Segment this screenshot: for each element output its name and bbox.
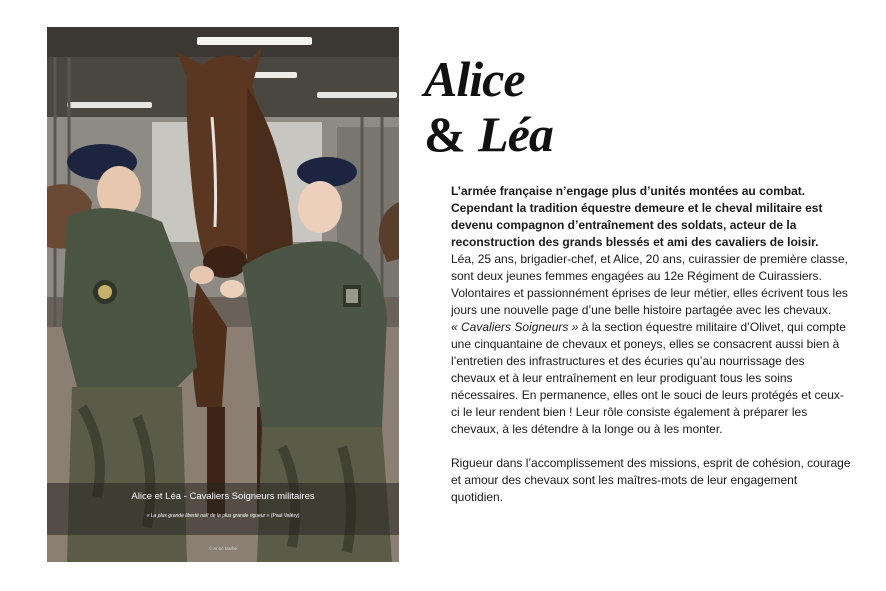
quote-author: (Paul Valéry) [270,513,300,519]
photo-caption: Alice et Léa - Cavaliers Soigneurs militaires [131,491,315,502]
photo-illustration [47,27,399,562]
title-ampersand: & [424,106,479,162]
photo-quote [47,513,399,519]
quote-text: « La plus grande liberté naît de la plus grande rigueur » [146,513,270,519]
article-paragraph-1: Léa, 25 ans, brigadier-chef, et Alice, 20 ans, cuirassier de première classe, sont deux jeunes femmes engagées au 12e Régiment de Cuirassiers. Volontaires et passionnément éprises de leur métier, elles écrivent tous les jours une nouvelle page d’une belle histoire partagée avec les chevaux. [451,252,848,317]
article-photo [47,27,399,562]
paragraph-2-rest: à la section équestre militaire d’Olivet, qui compte une cinquantaine de chevaux et poneys, elles se consacrent aussi bien à l’entretien des infrastructures et des écuries qu’au nourrissage des chevaux et à leur entraînement en leur prodiguant tous les soins nécessaires. En permanence, elles ont le souci de leurs protégés et ceux-ci le leur rendent bien ! Leur rôle consiste également à préparer les chevaux, à les détendre à la longe ou à les monter. [451,320,846,436]
article-paragraph-2 [451,319,851,438]
title-alice: Alice [424,51,525,107]
title-lea: Léa [478,106,553,162]
article-lead: L’armée française n’engage plus d’unités montées au combat. Cependant la tradition équestre demeure et le cheval militaire est devenu compagnon d’entraînement des soldats, acteur de la reconstruction des grands blessés et ami des cavaliers de loisir. [451,184,823,249]
title-lea-line [424,107,553,161]
photo-copyright: © Anne Barbé [208,546,238,551]
article-body [451,183,851,506]
paragraph-2-italic: « Cavaliers Soigneurs » [451,320,579,334]
article-paragraph-3: Rigueur dans l’accomplissement des missions, esprit de cohésion, courage et amour des chevaux sont les maîtres-mots de leur engagement quotidien. [451,456,851,504]
